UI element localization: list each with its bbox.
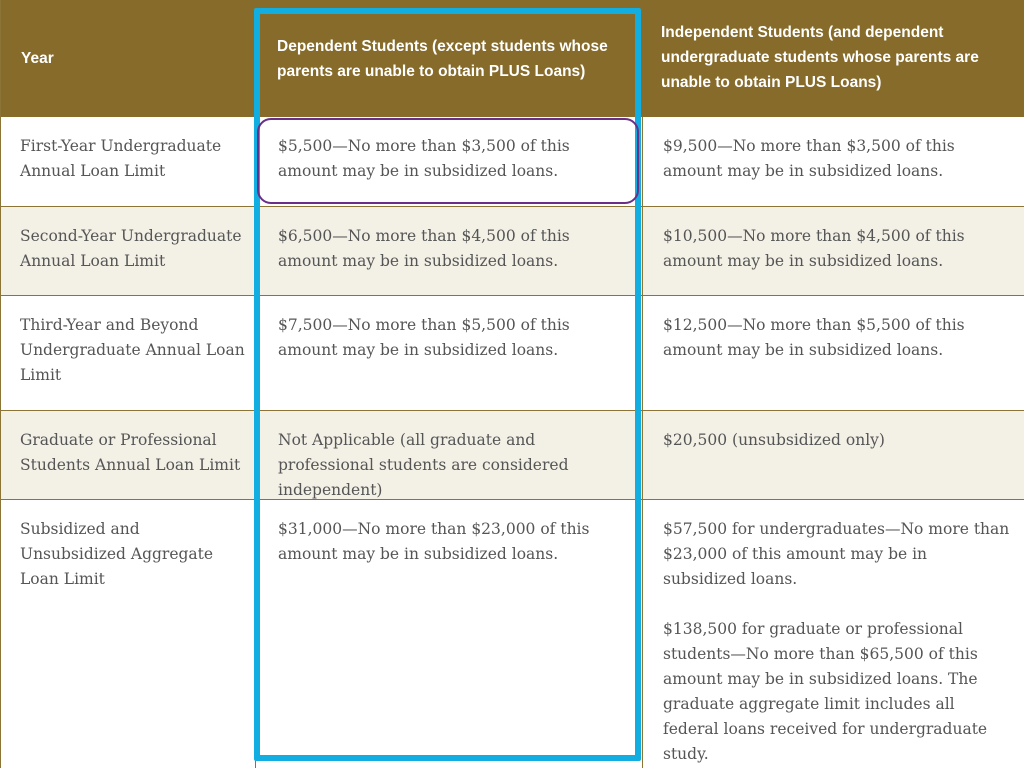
row-label: Graduate or Professional Students Annual Loan Limit [20,431,241,474]
row-label: Second-Year Undergraduate Annual Loan Limit [20,227,242,270]
independent-cell: $10,500—No more than $4,500 of this amount may be in subsidized loans. [642,207,1024,295]
dependent-cell: $7,500—No more than $5,500 of this amount may be in subsidized loans. [255,296,642,410]
table-row [1,411,1024,500]
dependent-cell: $6,500—No more than $4,500 of this amount may be in subsidized loans. [255,207,642,295]
table-row [1,500,1024,768]
table-row [1,117,1024,207]
dependent-cell: $5,500—No more than $3,500 of this amount may be in subsidized loans. [255,117,642,206]
independent-cell: $57,500 for undergraduates—No more than $23,000 of this amount may be in subsidized loans. $138,500 for graduate or professional students—No more than $65,500 of this amount may be in subsidized loans. The graduate aggregate limit includes all federal loans received for undergraduate study. [642,500,1024,768]
independent-cell: $20,500 (unsubsidized only) [642,411,1024,499]
table-row [1,207,1024,296]
row-label: Third-Year and Beyond Undergraduate Annual Loan Limit [20,316,245,384]
header-dependent-students: Dependent Students (except students whose parents are unable to obtain PLUS Loans) [277,37,608,80]
dependent-cell: Not Applicable (all graduate and professional students are considered independent) [255,411,642,499]
table-header [1,0,1024,117]
independent-cell: $12,500—No more than $5,500 of this amount may be in subsidized loans. [642,296,1024,410]
independent-cell: $9,500—No more than $3,500 of this amount may be in subsidized loans. [642,117,1024,206]
row-label: Subsidized and Unsubsidized Aggregate Loan Limit [20,520,214,588]
dependent-cell: $31,000—No more than $23,000 of this amount may be in subsidized loans. [255,500,642,768]
table-row [1,296,1024,411]
header-independent-students: Independent Students (and dependent undergraduate students whose parents are unable to obtain PLUS Loans) [661,24,979,91]
header-year: Year [21,50,54,67]
row-label: First-Year Undergraduate Annual Loan Limit [20,137,222,180]
